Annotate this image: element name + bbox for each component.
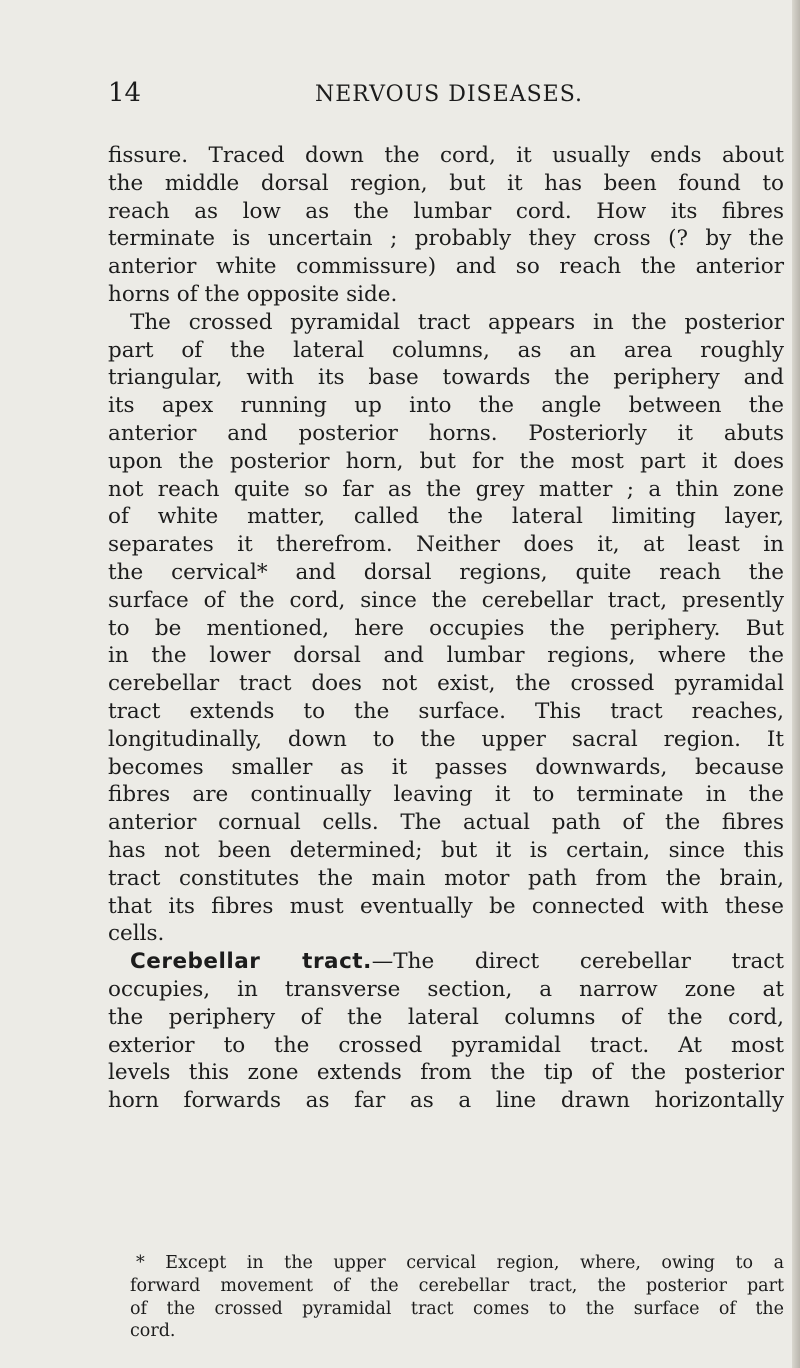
text-line: the middle dorsal region, but it has been found to <box>108 170 784 196</box>
footnote <box>130 1252 784 1343</box>
text-line: its apex running up into the angle between the <box>108 393 784 419</box>
text-line: fibres are continually leaving it to terminate in the <box>108 782 784 808</box>
footnote-line: * Except in the upper cervical region, where, owing to a <box>136 1253 784 1273</box>
text-line: horn forwards as far as a line drawn horizontally <box>108 1088 784 1114</box>
text-line: occupies, in transverse section, a narrow zone at <box>108 976 784 1002</box>
text-line: horns of the opposite side. <box>108 281 398 307</box>
text-line: the cervical* and dorsal regions, quite reach the <box>108 559 784 585</box>
text-line: separates it therefrom. Neither does it, at least in <box>108 532 784 558</box>
text-line: fissure. Traced down the cord, it usually ends about <box>108 143 784 168</box>
paragraph-block <box>108 142 784 948</box>
text-line: anterior and posterior horns. Posteriorly it abuts <box>108 420 784 446</box>
text-line: tract extends to the surface. This tract reaches, <box>108 698 784 724</box>
running-head: NERVOUS DISEASES. <box>315 82 583 107</box>
footnote-line: of the crossed pyramidal tract comes to the surface of the <box>130 1298 784 1319</box>
text-line: not reach quite so far as the grey matter ; a thin zone <box>108 476 784 502</box>
section-heading: Cerebellar tract. <box>130 949 372 975</box>
text-line: upon the posterior horn, but for the most part it does <box>108 448 784 474</box>
text-line: triangular, with its base towards the periphery and <box>108 365 784 391</box>
page-number: 14 <box>108 78 142 108</box>
text-line: longitudinally, down to the upper sacral region. It <box>108 726 784 752</box>
text-line: tract constitutes the main motor path from the brain, <box>108 865 784 891</box>
text-line: cells. <box>108 921 165 947</box>
page-header <box>108 78 784 112</box>
text-line: The crossed pyramidal tract appears in the posterior <box>130 309 784 335</box>
text-line: terminate is uncertain ; probably they cross (? by the <box>108 226 784 252</box>
text-line: of white matter, called the lateral limiting layer, <box>108 504 784 530</box>
text-line: levels this zone extends from the tip of the posterior <box>108 1060 784 1086</box>
text-line: to be mentioned, here occupies the periphery. But <box>108 615 784 641</box>
footnote-lines <box>130 1252 784 1343</box>
text-line: exterior to the crossed pyramidal tract. At most <box>108 1032 784 1058</box>
text-line: anterior white commissure) and so reach the anterior <box>108 254 784 280</box>
section-first-line-text: —The direct cerebellar tract <box>371 949 784 975</box>
text-line: surface of the cord, since the cerebellar tract, presently <box>108 587 784 613</box>
text-line: part of the lateral columns, as an area roughly <box>108 337 784 363</box>
text-line: that its fibres must eventually be connected with these <box>108 893 784 919</box>
section-paragraph <box>108 976 784 1115</box>
text-line: in the lower dorsal and lumbar regions, where the <box>108 643 784 669</box>
text-line: reach as low as the lumbar cord. How its fibres <box>108 198 784 224</box>
text-line: becomes smaller as it passes downwards, because <box>108 754 784 780</box>
text-line: anterior cornual cells. The actual path of the fibres <box>108 810 784 836</box>
footnote-line: forward movement of the cerebellar tract, the posterior part <box>130 1275 784 1296</box>
text-line: the periphery of the lateral columns of the cord, <box>108 1004 784 1030</box>
footnote-line: cord. <box>130 1321 176 1342</box>
body-text <box>108 142 784 1115</box>
section-first-line <box>108 948 784 976</box>
text-line: cerebellar tract does not exist, the crossed pyramidal <box>108 671 784 697</box>
page-edge <box>792 0 800 1368</box>
text-line: has not been determined; but it is certain, since this <box>108 837 784 863</box>
